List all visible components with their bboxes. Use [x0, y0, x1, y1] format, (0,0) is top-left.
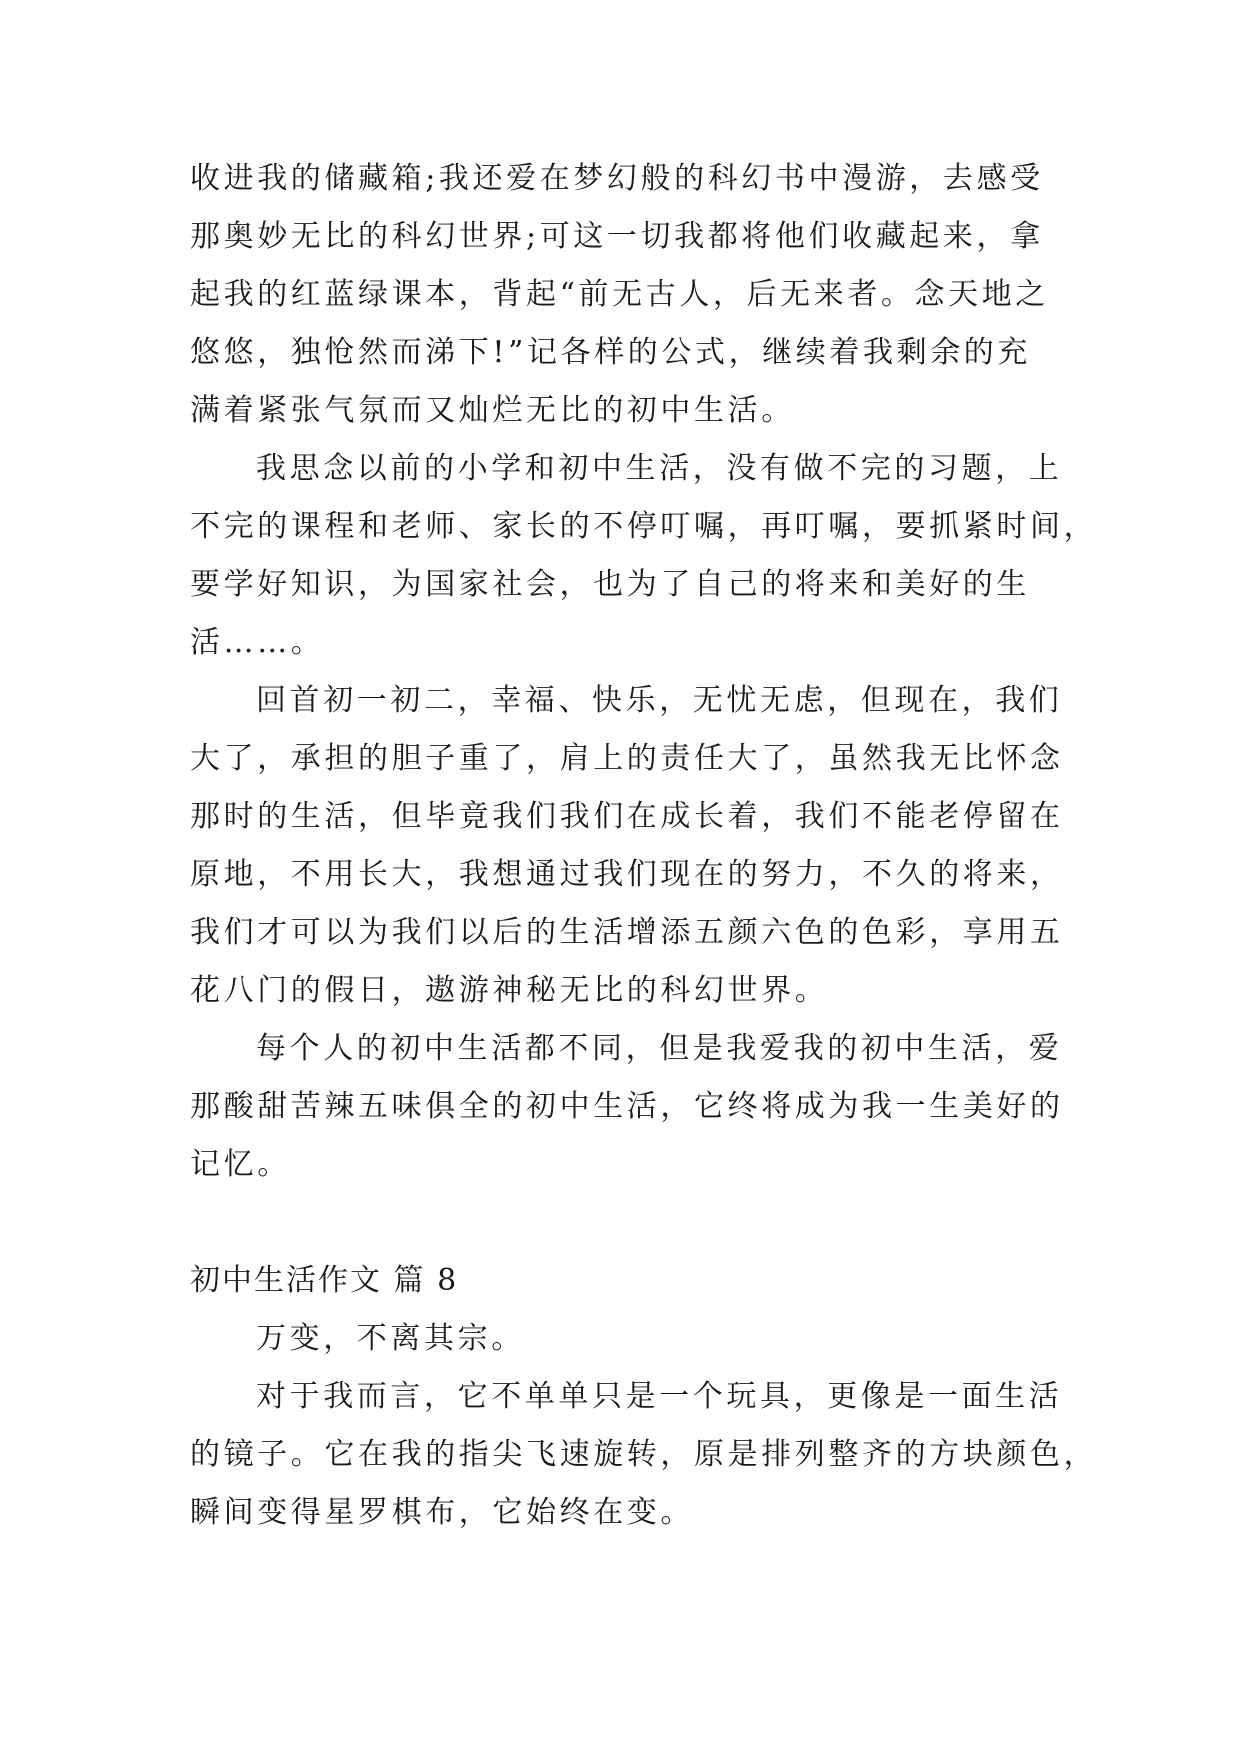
- text-line: 对于我而言，它不单单只是一个玩具，更像是一面生活: [256, 1379, 1063, 1414]
- text-line: 我们才可以为我们以后的生活增添五颜六色的色彩，享用五: [190, 915, 1064, 950]
- text-line: 记忆。: [190, 1147, 291, 1182]
- section-heading: 初中生活作文 篇 8: [190, 1263, 459, 1298]
- text-line: 瞬间变得星罗棋布，它始终在变。: [190, 1495, 694, 1530]
- text-line: 要学好知识，为国家社会，也为了自己的将来和美好的生: [190, 567, 1030, 602]
- text-line: 的镜子。它在我的指尖飞速旋转，原是排列整齐的方块颜色，: [190, 1437, 1098, 1472]
- text-line: 回首初一初二，幸福、快乐，无忧无虑，但现在，我们: [256, 683, 1063, 718]
- text-line: 那时的生活，但毕竟我们我们在成长着，我们不能老停留在: [190, 799, 1064, 834]
- text-line: 大了，承担的胆子重了，肩上的责任大了，虽然我无比怀念: [190, 741, 1064, 776]
- paragraph-6: [190, 1368, 1098, 1542]
- paragraph-continuation: [190, 150, 1065, 440]
- text-line: 万变，不离其宗。: [256, 1321, 525, 1356]
- paragraph-5: [190, 1310, 1065, 1368]
- text-line: 活……。: [190, 625, 325, 660]
- paragraph-4: [190, 1020, 1065, 1194]
- text-line: 原地，不用长大，我想通过我们现在的努力，不久的将来，: [190, 857, 1064, 892]
- text-line: 不完的课程和老师、家长的不停叮嘱，再叮嘱，要抓紧时间，: [190, 509, 1098, 544]
- text-line: 我思念以前的小学和初中生活，没有做不完的习题，上: [256, 451, 1063, 486]
- text-line: 那酸甜苦辣五味俱全的初中生活，它终将成为我一生美好的: [190, 1089, 1064, 1124]
- paragraph-3: [190, 672, 1065, 1020]
- text-line: 起我的红蓝绿课本，背起“前无古人，后无来者。念天地之: [190, 277, 1049, 312]
- text-line: 满着紧张气氛而又灿烂无比的初中生活。: [190, 393, 795, 428]
- text-line: 那奥妙无比的科幻世界;可这一切我都将他们收藏起来，拿: [190, 219, 1044, 254]
- text-line: 收进我的储藏箱;我还爱在梦幻般的科幻书中漫游，去感受: [190, 161, 1044, 196]
- text-line: 花八门的假日，遨游神秘无比的科幻世界。: [190, 973, 829, 1008]
- text-line: 悠悠，独怆然而涕下!”记各样的公式，继续着我剩余的充: [190, 335, 1031, 370]
- paragraph-2: [190, 440, 1098, 672]
- text-line: 每个人的初中生活都不同，但是我爱我的初中生活，爱: [256, 1031, 1063, 1066]
